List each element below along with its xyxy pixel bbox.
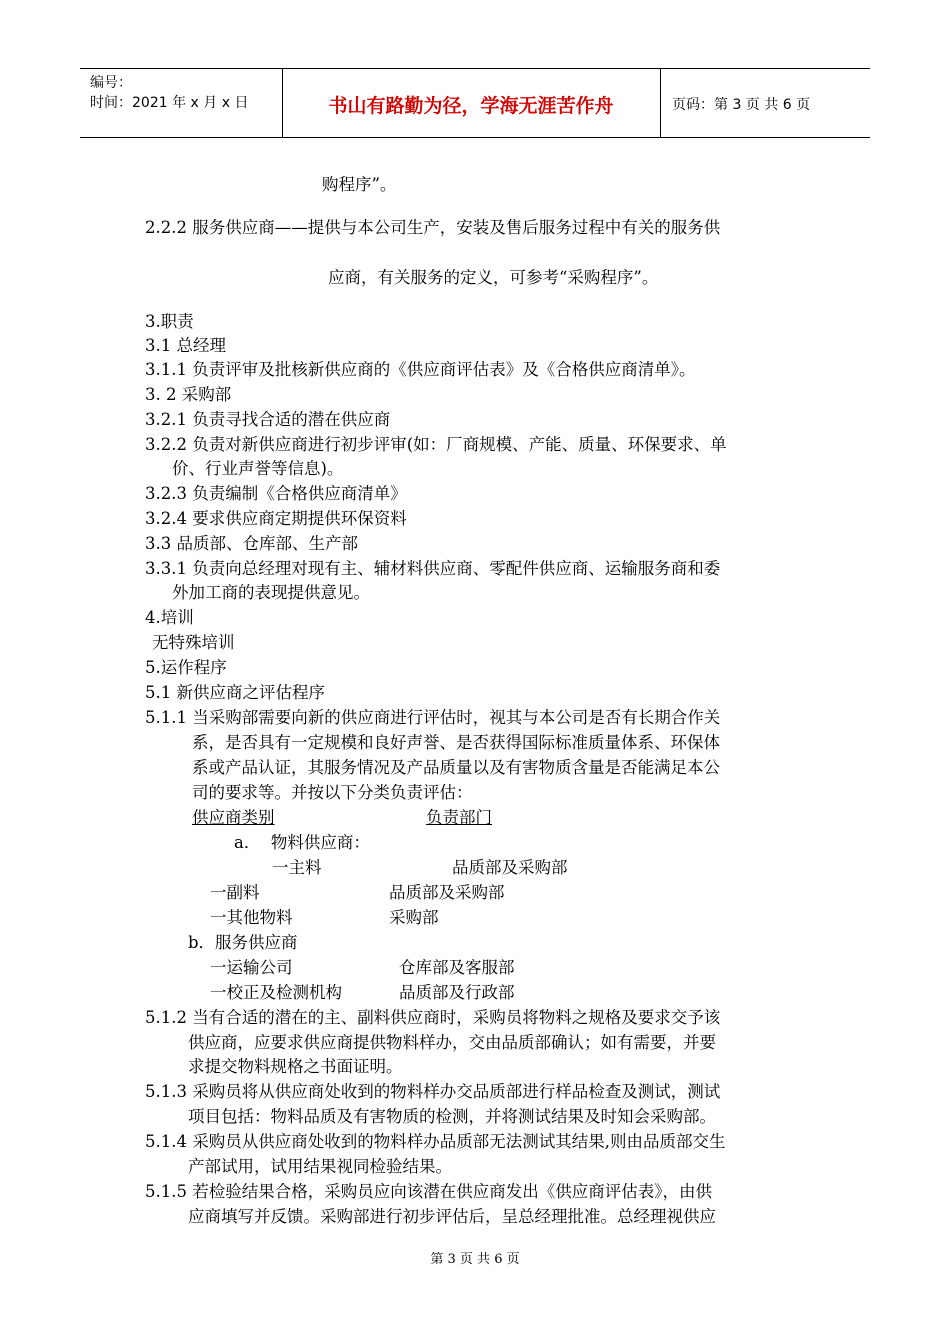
- list-item: 一副料: [210, 883, 260, 902]
- text-line: 5.1.5 若检验结果合格，采购员应向该潜在供应商发出《供应商评估表》，由供: [145, 1182, 712, 1201]
- list-item: 一其他物料: [210, 908, 293, 927]
- text-line: 3.3.1 负责向总经理对现有主、辅材料供应商、零配件供应商、运输服务商和委: [145, 559, 721, 578]
- header-motto: 书山有路勤为径，学海无涯苦作舟: [328, 95, 614, 117]
- text-line: 5.1 新供应商之评估程序: [145, 683, 325, 702]
- text-line: 购程序”。: [322, 175, 397, 194]
- section-heading: 3.职责: [145, 312, 194, 331]
- text-line: 外加工商的表现提供意见。: [172, 583, 370, 602]
- page-footer: 第 3 页 共 6 页: [430, 1252, 520, 1267]
- text-line: 系，是否具有一定规模和良好声誉、是否获得国际标准质量体系、环保体: [192, 733, 720, 752]
- list-item-value: 品质部及行政部: [399, 983, 515, 1002]
- text-line: 3.3 品质部、仓库部、生产部: [145, 534, 358, 553]
- table-header-category: 供应商类别: [192, 808, 275, 827]
- text-line: 应商填写并反馈。采购部进行初步评估后，呈总经理批准。总经理视供应: [188, 1207, 716, 1226]
- header-left: [90, 73, 248, 113]
- list-item: 一运输公司: [210, 958, 293, 977]
- text-line: 3.1.1 负责评审及批核新供应商的《供应商评估表》及《合格供应商清单》。: [145, 360, 696, 379]
- text-line: 3.2.2 负责对新供应商进行初步评审(如：厂商规模、产能、质量、环保要求、单: [145, 435, 727, 454]
- list-item-value: 采购部: [389, 908, 439, 927]
- text-line: 3.2.4 要求供应商定期提供环保资料: [145, 509, 407, 528]
- text-line: 3. 2 采购部: [145, 385, 232, 404]
- text-line: 3.1 总经理: [145, 336, 226, 355]
- text-line: 项目包括：物料品质及有害物质的检测，并将测试结果及时知会采购部。: [188, 1107, 716, 1126]
- list-item-value: 品质部及采购部: [389, 883, 505, 902]
- date-label: 时间：2021 年 x 月 x 日: [90, 95, 249, 111]
- section-heading: 4.培训: [145, 608, 194, 627]
- text-line: 产部试用，试用结果视同检验结果。: [188, 1157, 452, 1176]
- page-header: [80, 68, 870, 138]
- text-line: 系或产品认证，其服务情况及产品质量以及有害物质含量是否能满足本公: [192, 758, 720, 777]
- header-page-info: 页码：第 3 页 共 6 页: [672, 97, 811, 113]
- header-divider: [660, 69, 661, 137]
- text-line: 司的要求等。并按以下分类负责评估：: [192, 783, 473, 802]
- table-header-department: 负责部门: [426, 808, 492, 827]
- text-line: 5.1.3 采购员将从供应商处收到的物料样办交品质部进行样品检查及测试，测试: [145, 1082, 721, 1101]
- text-line: 供应商，应要求供应商提供物料样办，交由品质部确认；如有需要，并要: [188, 1033, 716, 1052]
- text-line: 5.1.1 当采购部需要向新的供应商进行评估时，视其与本公司是否有长期合作关: [145, 708, 721, 727]
- section-heading: 5.运作程序: [145, 658, 227, 677]
- text-line: 2.2.2 服务供应商——提供与本公司生产，安装及售后服务过程中有关的服务供: [145, 218, 721, 237]
- list-item-value: 仓库部及客服部: [399, 958, 515, 977]
- text-line: 5.1.2 当有合适的潜在的主、副料供应商时，采购员将物料之规格及要求交予该: [145, 1008, 721, 1027]
- code-label: 编号：: [90, 75, 132, 91]
- list-item: b．服务供应商: [188, 933, 298, 952]
- text-line: 3.2.3 负责编制《合格供应商清单》: [145, 484, 407, 503]
- list-item: a． 物料供应商：: [234, 833, 370, 852]
- text-line: 5.1.4 采购员从供应商处收到的物料样办品质部无法测试其结果,则由品质部交生: [145, 1132, 726, 1151]
- list-item-value: 品质部及采购部: [452, 858, 568, 877]
- text-line: 价、行业声誉等信息)。: [172, 459, 344, 478]
- text-line: 3.2.1 负责寻找合适的潜在供应商: [145, 410, 391, 429]
- text-line: 求提交物料规格之书面证明。: [188, 1057, 403, 1076]
- text-line: 无特殊培训: [152, 633, 235, 652]
- text-line: 应商，有关服务的定义，可参考“采购程序”。: [328, 268, 659, 287]
- list-item: 一校正及检测机构: [210, 983, 342, 1002]
- list-item: 一主料: [272, 858, 322, 877]
